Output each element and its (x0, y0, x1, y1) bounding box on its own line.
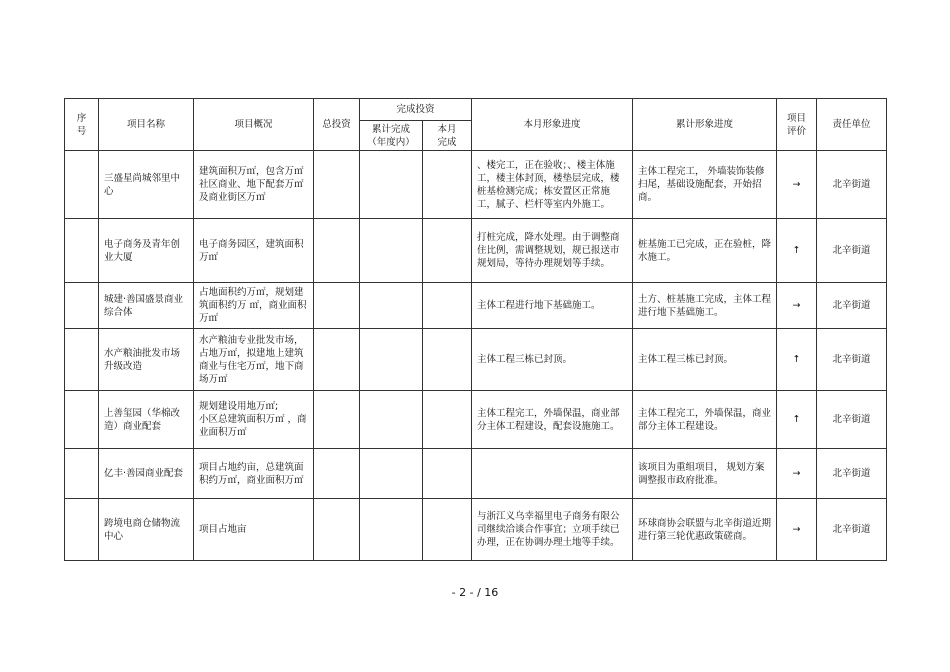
header-cumulative-progress: 累计形象进度 (633, 99, 777, 151)
cell-total (314, 283, 360, 329)
header-month-progress: 本月形象进度 (472, 99, 633, 151)
header-total-investment: 总投资 (314, 99, 360, 151)
cell-month-done (423, 219, 472, 283)
cell-cum-done (360, 329, 423, 391)
cell-cum-done (360, 391, 423, 449)
cell-unit: 北辛街道 (817, 499, 887, 561)
cell-cum-done (360, 499, 423, 561)
cell-month-done (423, 283, 472, 329)
cell-overview: 水产粮油专业批发市场，占地万㎡，拟建地上建筑商业与住宅万㎡，地下商场万㎡ (194, 329, 314, 391)
header-cumulative-done: 累计完成 （年度内） (360, 121, 423, 151)
cell-rating: ↑ (777, 391, 817, 449)
cell-cumulative-progress: 土方、桩基施工完成，主体工程进行地下基础施工。 (633, 283, 777, 329)
header-completed-investment: 完成投资 (360, 99, 472, 121)
cell-unit: 北辛街道 (817, 329, 887, 391)
cell-rating: ↑ (777, 329, 817, 391)
cell-month-progress: 与浙江义乌幸福里电子商务有限公司继续洽谈合作事宜；立项手续已办理，正在协调办理土地等手续。 (472, 499, 633, 561)
cell-cum-done (360, 283, 423, 329)
cell-unit: 北辛街道 (817, 391, 887, 449)
cell-month-progress: 主体工程完工，外墙保温，商业部分主体工程建设，配套设施施工。 (472, 391, 633, 449)
cell-overview: 电子商务园区，建筑面积万㎡ (194, 219, 314, 283)
cell-month-progress: 主体工程进行地下基础施工。 (472, 283, 633, 329)
cell-month-done (423, 391, 472, 449)
table-row (65, 219, 887, 283)
cell-seq (65, 151, 99, 219)
cell-month-progress: 主体工程三栋已封顶。 (472, 329, 633, 391)
cell-unit: 北辛街道 (817, 219, 887, 283)
cell-overview: 规划建设用地万㎡; 小区总建筑面积万㎡ ，商业面积万㎡ (194, 391, 314, 449)
cell-seq (65, 449, 99, 499)
cell-month-done (423, 449, 472, 499)
cell-overview: 项目占地亩 (194, 499, 314, 561)
cell-project-name: 电子商务及青年创业大厦 (99, 219, 194, 283)
cell-total (314, 219, 360, 283)
cell-month-done (423, 151, 472, 219)
header-rating: 项目 评价 (777, 99, 817, 151)
cell-total (314, 391, 360, 449)
cell-unit: 北辛街道 (817, 449, 887, 499)
cell-rating: → (777, 449, 817, 499)
cell-rating: → (777, 499, 817, 561)
cell-unit: 北辛街道 (817, 151, 887, 219)
cell-seq (65, 219, 99, 283)
cell-cumulative-progress: 桩基施工已完成，正在验桩，降水施工。 (633, 219, 777, 283)
cell-cumulative-progress: 主体工程完工，外墙保温，商业部分主体工程建设。 (633, 391, 777, 449)
cell-project-name: 上善玺园（华棉改造）商业配套 (99, 391, 194, 449)
cell-project-name: 跨境电商仓储物流中心 (99, 499, 194, 561)
cell-total (314, 449, 360, 499)
cell-cum-done (360, 219, 423, 283)
cell-cumulative-progress: 主体工程三栋已封顶。 (633, 329, 777, 391)
cell-cum-done (360, 449, 423, 499)
table-row (65, 283, 887, 329)
table-row (65, 499, 887, 561)
header-name: 项目名称 (99, 99, 194, 151)
cell-cumulative-progress: 该项目为重组项目， 规划方案调整报市政府批准。 (633, 449, 777, 499)
header-unit: 责任单位 (817, 99, 887, 151)
table-row (65, 151, 887, 219)
cell-month-done (423, 329, 472, 391)
cell-overview: 项目占地约亩，总建筑面积约万㎡，商业面积万㎡ (194, 449, 314, 499)
cell-project-name: 三盛星尚城邻里中心 (99, 151, 194, 219)
header-seq: 序 号 (65, 99, 99, 151)
header-row-1 (65, 99, 887, 121)
table-row (65, 391, 887, 449)
cell-month-progress (472, 449, 633, 499)
cell-project-name: 水产粮油批发市场升级改造 (99, 329, 194, 391)
table-row (65, 449, 887, 499)
cell-cumulative-progress: 主体工程完工， 外墙装饰装修扫尾，基础设施配套，开始招商。 (633, 151, 777, 219)
header-overview: 项目概况 (194, 99, 314, 151)
cell-total (314, 151, 360, 219)
table-row (65, 329, 887, 391)
cell-month-done (423, 499, 472, 561)
cell-unit: 北辛街道 (817, 283, 887, 329)
cell-rating: ↑ (777, 219, 817, 283)
cell-rating: → (777, 283, 817, 329)
cell-cum-done (360, 151, 423, 219)
header-month-done: 本月 完成 (423, 121, 472, 151)
page-number: - 2 - / 16 (451, 586, 499, 599)
cell-seq (65, 283, 99, 329)
cell-overview: 占地面积约万㎡，规划建筑面积约万 ㎡，商业面积万㎡ (194, 283, 314, 329)
cell-cumulative-progress: 环球商协会联盟与北辛街道近期进行第三轮优惠政策磋商。 (633, 499, 777, 561)
cell-seq (65, 391, 99, 449)
cell-project-name: 亿丰·善园商业配套 (99, 449, 194, 499)
cell-overview: 建筑面积万㎡，包含万㎡社区商业、地下配套万㎡及商业街区万㎡ (194, 151, 314, 219)
cell-project-name: 城建·善国盛景商业综合体 (99, 283, 194, 329)
cell-seq (65, 329, 99, 391)
cell-month-progress: 打桩完成，降水处理。由于调整商住比例，需调整规划，规已报送市规划局，等待办理规划等手续。 (472, 219, 633, 283)
cell-month-progress: 、楼完工，正在验收；、楼主体施工，楼主体封顶，楼垫层完成，楼桩基检测完成；栋安置区正常施工，腻子、栏杆等室内外施工。 (472, 151, 633, 219)
project-progress-table (64, 98, 887, 561)
cell-total (314, 329, 360, 391)
cell-rating: → (777, 151, 817, 219)
cell-seq (65, 499, 99, 561)
cell-total (314, 499, 360, 561)
